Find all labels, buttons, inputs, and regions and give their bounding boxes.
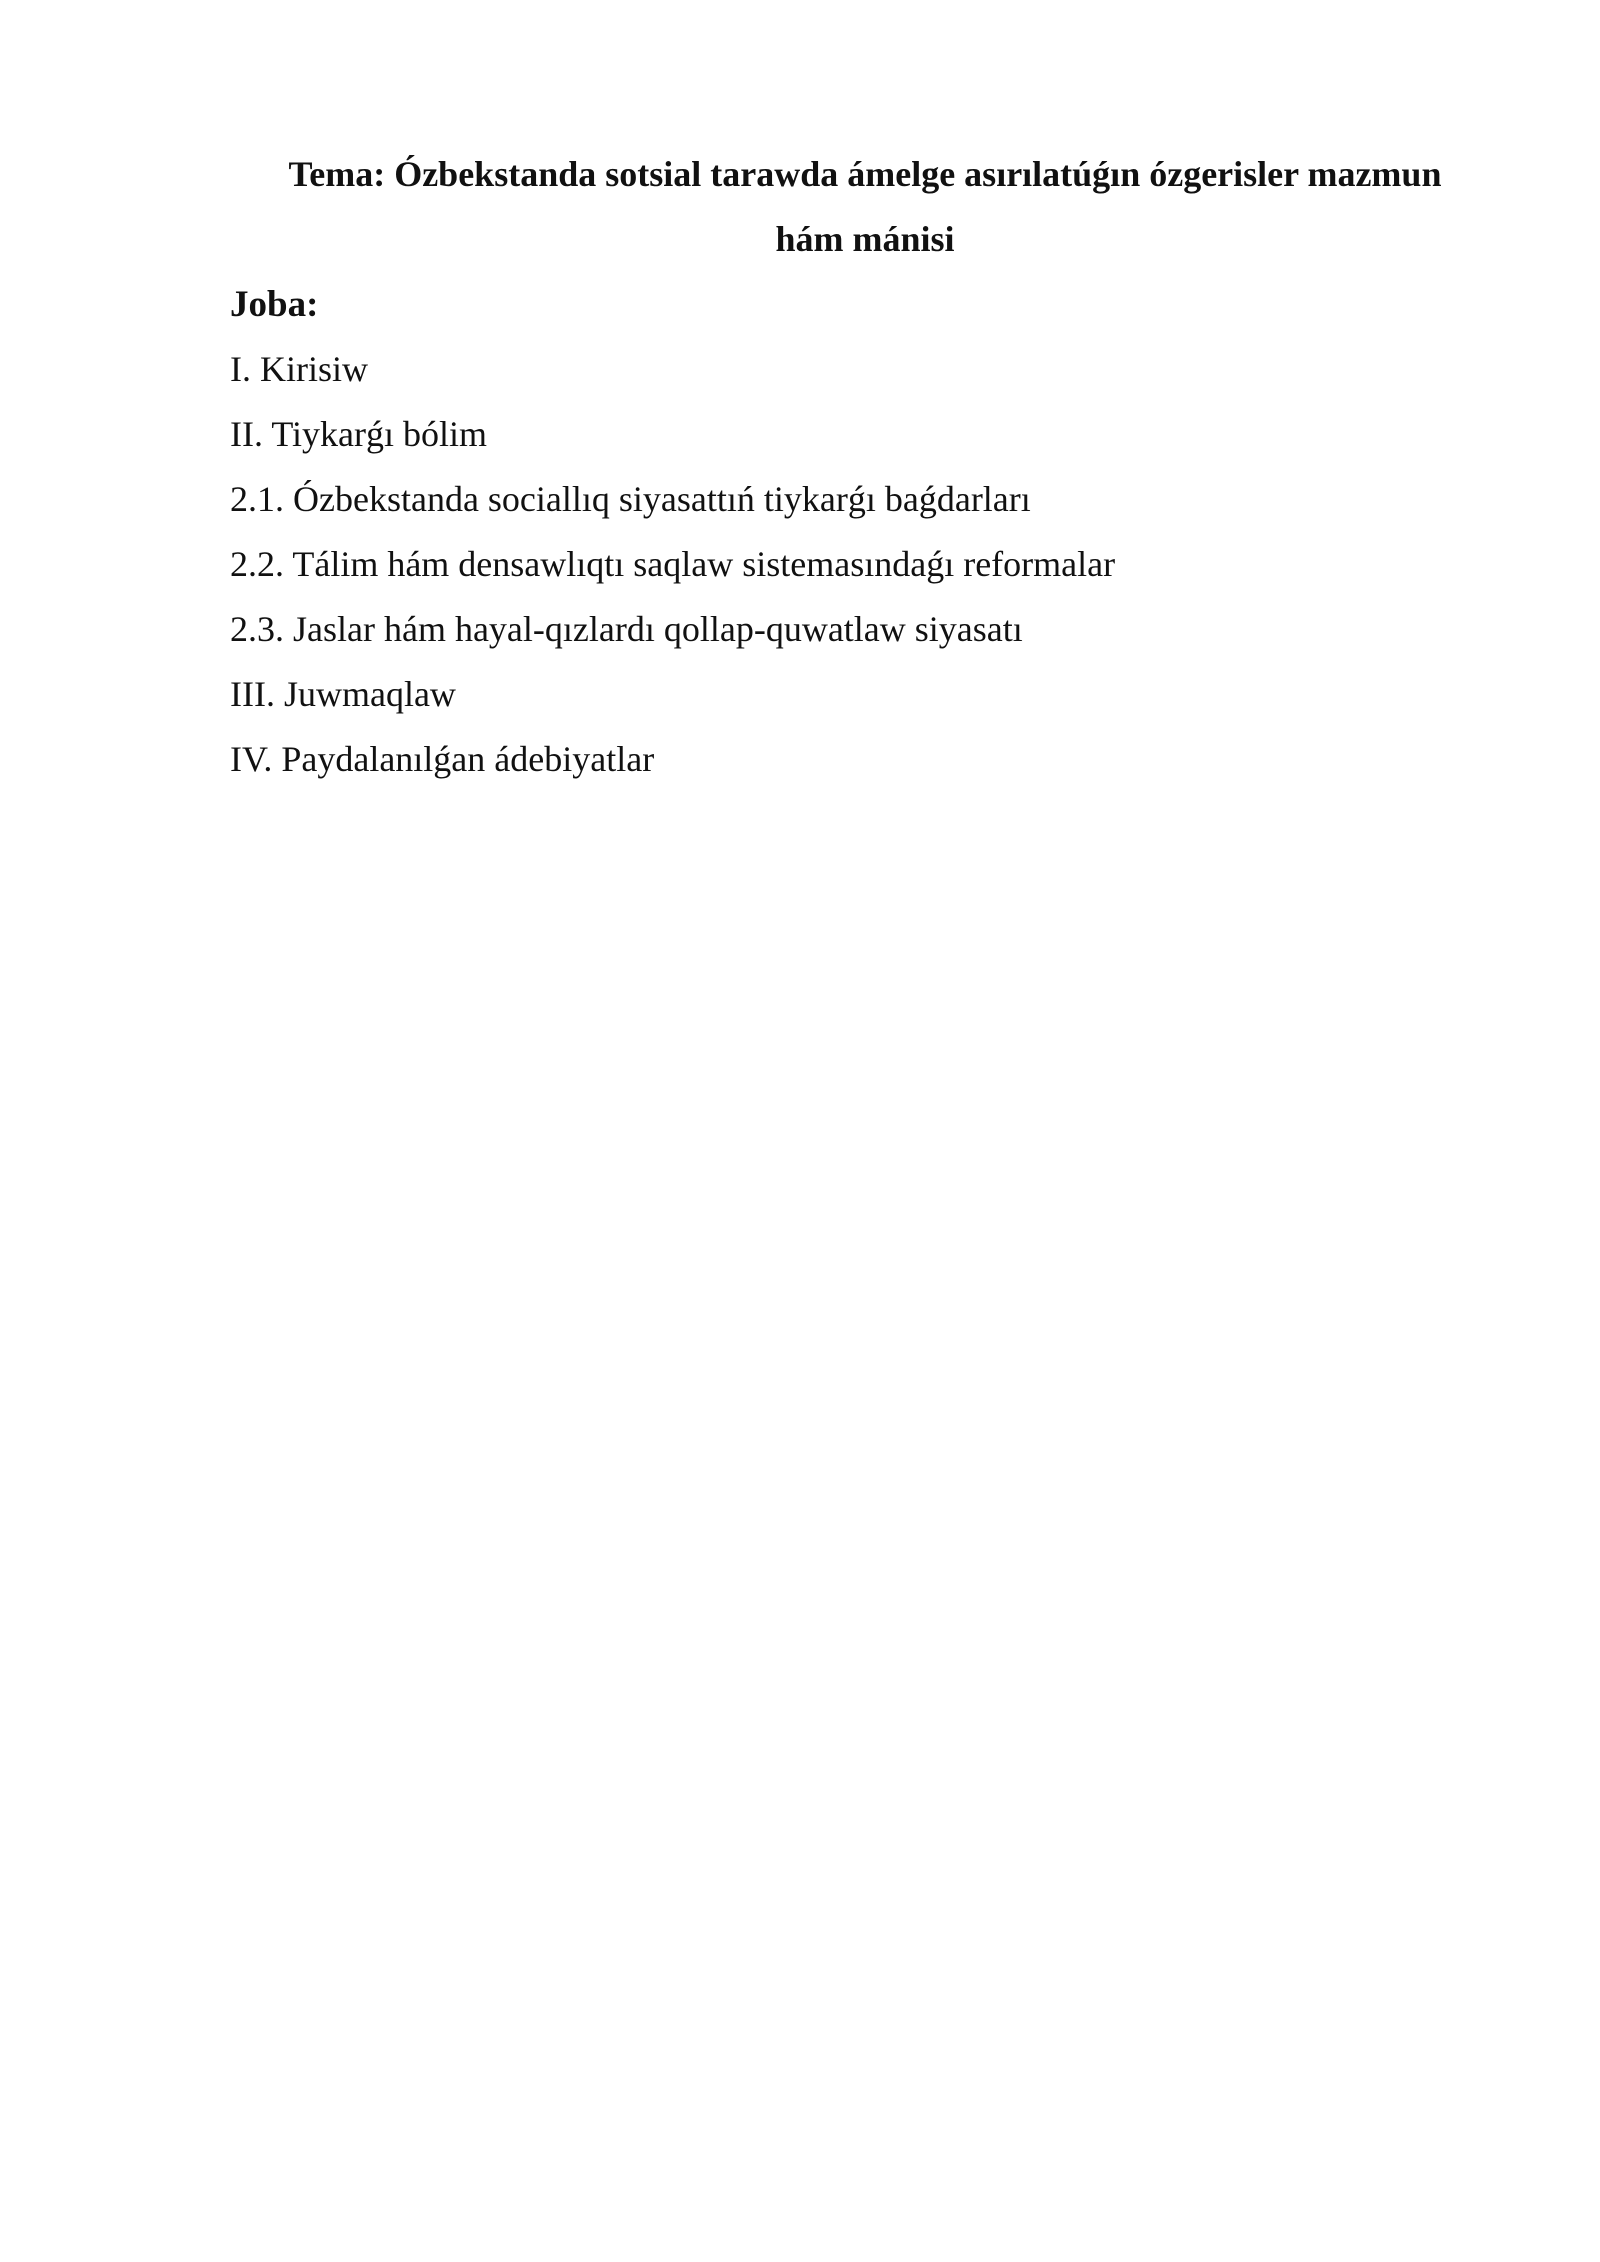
plan-item-conclusion: III. Juwmaqlaw bbox=[230, 674, 456, 714]
plan-heading: Joba: bbox=[230, 284, 319, 325]
plan-item-2-3: 2.3. Jaslar hám hayal-qızlardı qollap-quwatlaw siyasatı bbox=[230, 609, 1023, 649]
plan-item-main-part: II. Tiykarǵı bólim bbox=[230, 414, 488, 454]
document-title-line-2: hám mánisi bbox=[775, 219, 955, 259]
plan-list bbox=[230, 337, 1115, 792]
plan-item-2-2: 2.2. Tálim hám densawlıqtı saqlaw sistemasındaǵı reformalar bbox=[230, 544, 1116, 584]
document-title-line-1: Tema: Ózbekstanda sotsial tarawda ámelge asırılatúǵın ózgerisler mazmun bbox=[288, 154, 1442, 194]
plan-item-introduction: I. Kirisiw bbox=[230, 349, 368, 389]
plan-item-2-1: 2.1. Ózbekstanda sociallıq siyasattıń tiykarǵı baǵdarları bbox=[230, 479, 1031, 519]
document-title bbox=[230, 142, 1500, 272]
plan-item-references: IV. Paydalanılǵan ádebiyatlar bbox=[230, 739, 655, 779]
